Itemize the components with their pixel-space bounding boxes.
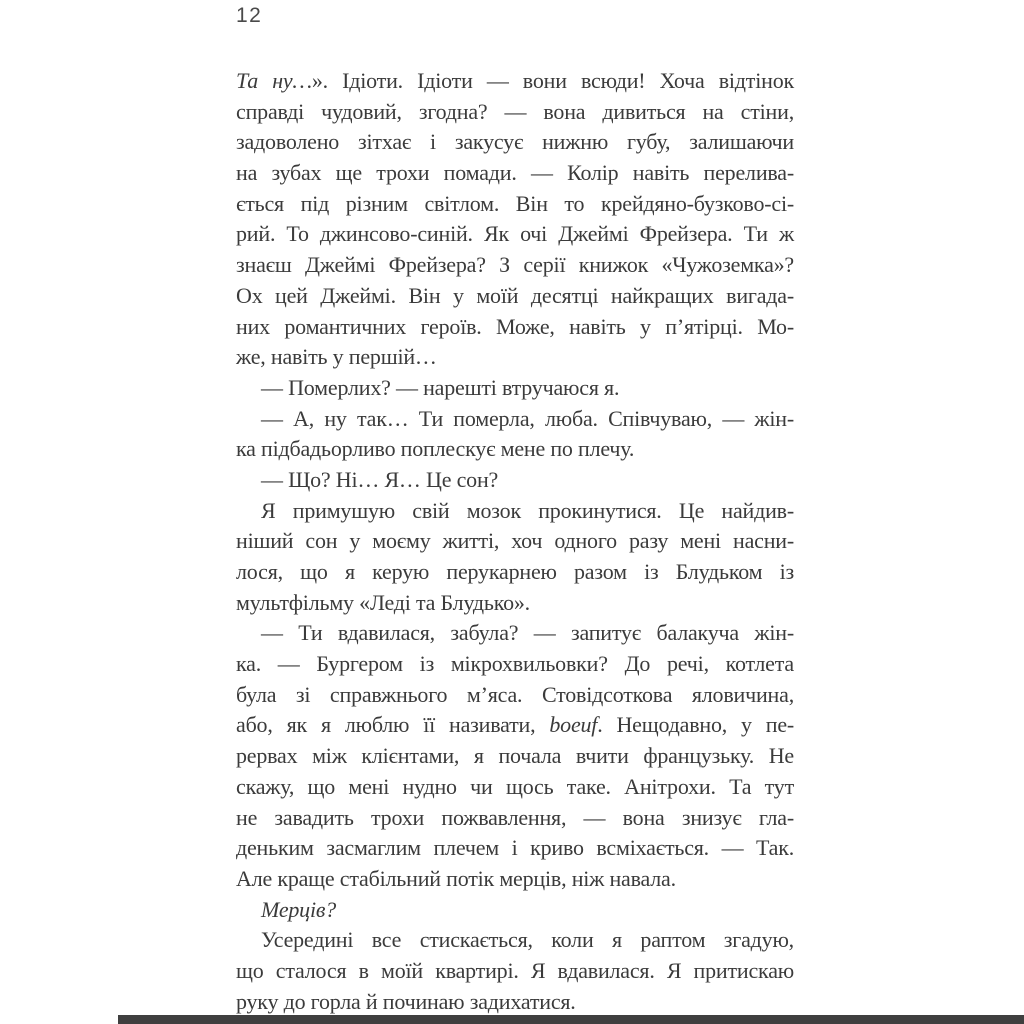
italic-text-segment: boeuf: [549, 712, 598, 738]
text-line: [236, 219, 794, 250]
text-line: [236, 373, 794, 404]
text-line: [236, 987, 794, 1018]
text-line: [236, 66, 794, 97]
text-segment: скажу, що мені нудно чи щось таке. Анітрохи. Та тут: [236, 773, 794, 799]
text-segment: . Нещодавно, у пе-: [597, 712, 795, 738]
text-segment: або, як я люблю її називати,: [236, 712, 550, 738]
text-segment: ється під різним світлом. Він то крейдяно-бузково-сі-: [236, 190, 794, 216]
text-segment: — Померлих? — нарешті втручаюся я.: [261, 374, 620, 400]
text-line: [236, 434, 794, 465]
text-segment: рий. То джинсово-синій. Як очі Джеймі Фрейзера. Ти ж: [236, 221, 794, 247]
text-segment: мультфільму «Леді та Блудько».: [236, 589, 530, 615]
text-line: [236, 404, 794, 435]
text-segment: була зі справжнього м’яса. Стовідсоткова яловичина,: [236, 681, 794, 707]
text-segment: — Що? Ні… Я… Це сон?: [261, 466, 499, 492]
text-line: [236, 864, 794, 895]
text-line: [236, 588, 794, 619]
text-line: [236, 680, 794, 711]
text-line: [236, 833, 794, 864]
text-segment: ». Ідіоти. Ідіоти — вони всюди! Хоча відтінок: [311, 68, 794, 93]
text-line: [236, 281, 794, 312]
italic-text-segment: Та ну…: [236, 68, 312, 93]
text-segment: Але краще стабільний потік мерців, ніж навала.: [236, 865, 676, 891]
text-segment: руку до горла й починаю задихатися.: [236, 988, 576, 1014]
text-line: [236, 342, 794, 373]
text-line: [236, 772, 794, 803]
text-line: [236, 158, 794, 189]
text-line: [236, 97, 794, 128]
text-line: [236, 189, 794, 220]
text-segment: справді чудовий, згодна? — вона дивиться на стіни,: [236, 98, 794, 124]
text-line: [236, 250, 794, 281]
text-segment: Я примушую свій мозок прокинутися. Це найдив-: [261, 497, 794, 523]
text-segment: ка підбадьорливо поплескує мене по плечу.: [236, 436, 635, 462]
text-line: [236, 127, 794, 158]
text-segment: Усередині все стискається, коли я раптом згадую,: [261, 927, 794, 953]
text-segment: же, навіть у першій…: [236, 344, 437, 370]
text-segment: рервах між клієнтами, я почала вчити французьку. Не: [236, 743, 794, 769]
text-segment: знаєш Джеймі Фрейзера? З серії книжок «Чужоземка»?: [236, 252, 794, 278]
text-segment: на зубах ще трохи помади. — Колір навіть перелива-: [236, 160, 794, 186]
text-line: [236, 710, 794, 741]
text-segment: що сталося в моїй квартирі. Я вдавилася. Я притискаю: [236, 957, 794, 983]
text-line: [236, 526, 794, 557]
text-segment: — Ти вдавилася, забула? — запитує балакуча жін-: [261, 620, 794, 646]
text-segment: ніший сон у моєму житті, хоч одного разу мені насни-: [236, 528, 794, 554]
text-line: [236, 465, 794, 496]
text-segment: них романтичних героїв. Може, навіть у п’ятірці. Мо-: [236, 313, 794, 339]
text-segment: Ох цей Джеймі. Він у моїй десятці найкращих вигада-: [236, 282, 794, 308]
text-line: [236, 741, 794, 772]
text-line: [236, 803, 794, 834]
page-text-block: [236, 66, 794, 1017]
page-number: 12: [236, 4, 263, 27]
text-segment: лося, що я керую перукарнею разом із Блудьком із: [236, 559, 794, 584]
text-segment: не завадить трохи пожвавлення, — вона знизує гла-: [236, 804, 794, 830]
text-line: [236, 956, 794, 987]
text-line: [236, 895, 794, 926]
page-scan-edge-shadow: [118, 1015, 1024, 1024]
italic-text-segment: Мерців?: [261, 896, 337, 922]
text-segment: ка. — Бургером із мікрохвильовки? До речі, котлета: [236, 651, 794, 677]
text-line: [236, 618, 794, 649]
text-segment: деньким засмаглим плечем і криво всміхається. — Так.: [236, 835, 794, 861]
text-line: [236, 925, 794, 956]
text-line: [236, 312, 794, 343]
text-segment: — А, ну так… Ти померла, люба. Співчуваю, — жін-: [261, 405, 794, 431]
text-segment: задоволено зітхає і закусує нижню губу, залишаючи: [236, 129, 794, 155]
text-line: [236, 649, 794, 680]
text-line: [236, 496, 794, 527]
text-line: [236, 557, 794, 588]
